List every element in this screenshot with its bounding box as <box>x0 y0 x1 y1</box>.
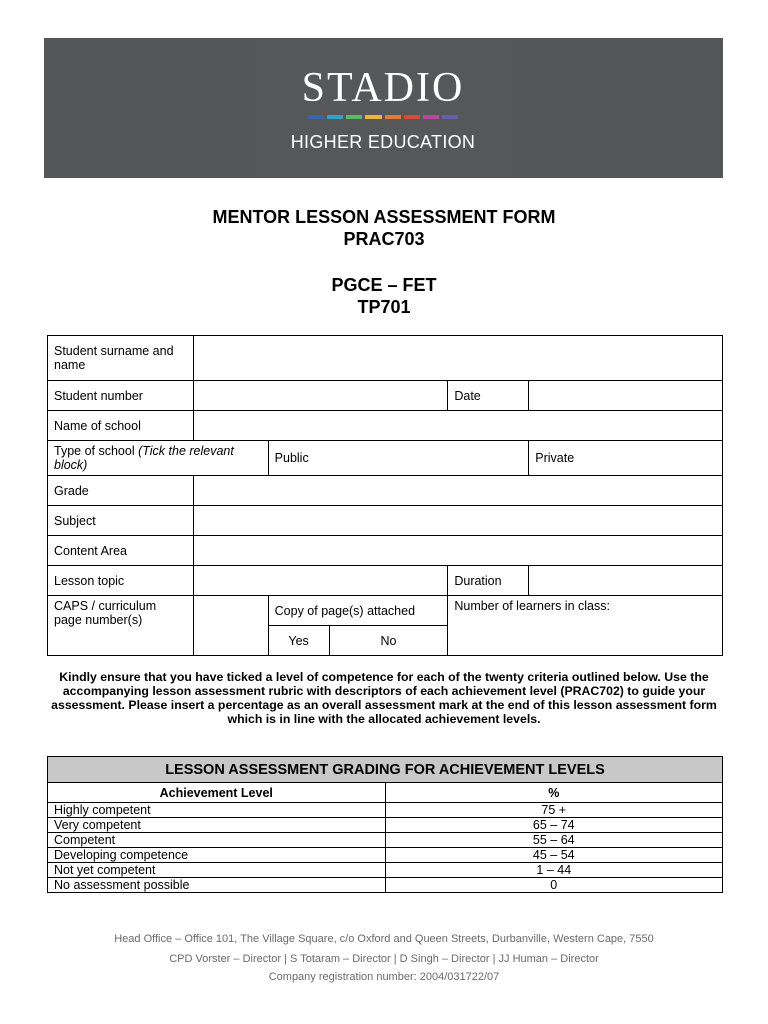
student-number-field[interactable] <box>193 381 448 411</box>
logo-wordmark: STADIO <box>301 65 465 111</box>
pct-cell: 0 <box>385 878 722 893</box>
percentage-header: % <box>385 783 722 803</box>
form-title: MENTOR LESSON ASSESSMENT FORM <box>212 207 556 227</box>
achievement-level-header: Achievement Level <box>48 783 386 803</box>
table-row <box>48 833 723 848</box>
logo-bar-segment <box>365 115 381 119</box>
pct-cell: 75 + <box>385 803 722 818</box>
student-name-label: Student surname and name <box>48 336 194 381</box>
duration-field[interactable] <box>529 566 723 596</box>
footer-address: Head Office – Office 101, The Village Square, c/o Oxford and Queen Streets, Durbanville, Western Cape, 7550 <box>114 933 654 945</box>
learners-count-field[interactable] <box>448 596 723 656</box>
grade-label: Grade <box>48 476 194 506</box>
level-cell: Not yet competent <box>48 863 386 878</box>
grade-field[interactable] <box>193 476 722 506</box>
school-name-label: Name of school <box>48 411 194 441</box>
programme-title: PGCE – FET <box>331 275 437 295</box>
level-cell: No assessment possible <box>48 878 386 893</box>
private-checkbox[interactable]: Private <box>529 441 723 476</box>
table-row <box>48 818 723 833</box>
subject-label: Subject <box>48 506 194 536</box>
lesson-topic-field[interactable] <box>193 566 448 596</box>
level-cell: Highly competent <box>48 803 386 818</box>
table-row <box>48 803 723 818</box>
caps-label: CAPS / curriculum page number(s) <box>48 596 194 656</box>
date-field[interactable] <box>529 381 723 411</box>
content-area-label: Content Area <box>48 536 194 566</box>
header-banner <box>44 38 723 178</box>
copy-attached-label: Copy of page(s) attached <box>268 596 448 626</box>
logo-bar-segment <box>442 115 458 119</box>
level-cell: Competent <box>48 833 386 848</box>
pct-cell: 1 – 44 <box>385 863 722 878</box>
table-row <box>48 878 723 893</box>
student-info-table <box>47 335 723 656</box>
grading-title: LESSON ASSESSMENT GRADING FOR ACHIEVEMENT LEVELS <box>48 757 723 783</box>
logo-subtitle: HIGHER EDUCATION <box>290 132 476 152</box>
logo-bar-segment <box>404 115 420 119</box>
no-checkbox[interactable]: No <box>329 626 448 656</box>
footer-directors: CPD Vorster – Director | S Totaram – Director | D Singh – Director | JJ Human – Director <box>169 953 599 965</box>
form-titles <box>0 206 768 318</box>
level-cell: Developing competence <box>48 848 386 863</box>
learners-label: Number of learners in class: <box>454 599 610 613</box>
school-name-field[interactable] <box>193 411 722 441</box>
logo-bar-segment <box>385 115 401 119</box>
logo-bar-segment <box>327 115 343 119</box>
school-type-hint: (Tick the relevant block) <box>54 444 234 472</box>
table-row <box>48 863 723 878</box>
grading-table <box>47 756 723 893</box>
instructions-text: Kindly ensure that you have ticked a level of competence for each of the twenty criteria outlined below. Use the accompanying lesson assessment rubric with descriptors of each achievement level (PRAC702) to guide your assessment. Please insert a percentage as an overall assessment mark at the end of this lesson assessment form which is in line with the allocated achievement levels. <box>51 670 717 726</box>
logo-bar-segment <box>423 115 439 119</box>
logo-bar-segment <box>346 115 362 119</box>
content-area-field[interactable] <box>193 536 722 566</box>
level-cell: Very competent <box>48 818 386 833</box>
page-footer <box>0 929 768 987</box>
form-code: PRAC703 <box>343 229 425 249</box>
pct-cell: 65 – 74 <box>385 818 722 833</box>
yes-checkbox[interactable]: Yes <box>268 626 329 656</box>
programme-code: TP701 <box>357 297 411 317</box>
student-number-label: Student number <box>48 381 194 411</box>
footer-registration: Company registration number: 2004/031722/07 <box>268 971 500 983</box>
student-name-field[interactable] <box>193 336 722 381</box>
logo <box>250 38 516 178</box>
duration-label: Duration <box>448 566 529 596</box>
lesson-topic-label: Lesson topic <box>48 566 194 596</box>
subject-field[interactable] <box>193 506 722 536</box>
logo-bar-segment <box>308 115 324 119</box>
pct-cell: 45 – 54 <box>385 848 722 863</box>
table-row <box>48 848 723 863</box>
logo-color-bar <box>308 115 458 119</box>
public-checkbox[interactable]: Public <box>268 441 529 476</box>
school-type-label: Type of school (Tick the relevant block) <box>48 441 269 476</box>
date-label: Date <box>448 381 529 411</box>
caps-page-field[interactable] <box>193 596 268 656</box>
pct-cell: 55 – 64 <box>385 833 722 848</box>
